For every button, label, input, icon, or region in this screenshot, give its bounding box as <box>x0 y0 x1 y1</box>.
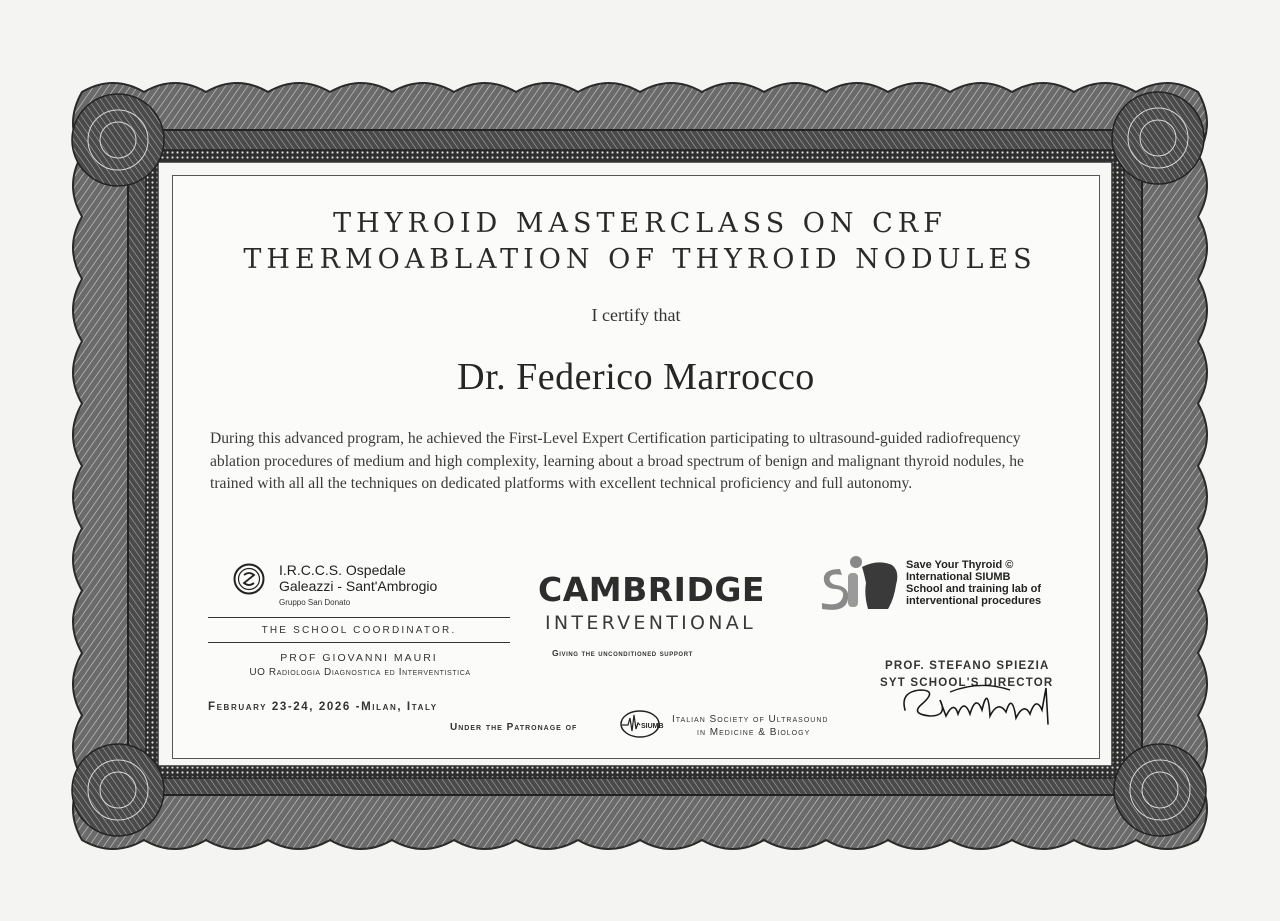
syt-logo-icon <box>818 555 900 611</box>
divider <box>208 642 510 643</box>
siumb-logo-text: SIUMB <box>641 723 664 730</box>
certificate-body-text: During this advanced program, he achieved the First-Level Expert Certification participating to ultrasound-guided radiofrequency ablation procedures of medium and high complexity, learning about a broad spectrum of benign and malignant thyroid nodules, he trained with all all the techniques on dedicated platforms with excellent technical proficiency and full autonomy. <box>210 430 1024 492</box>
institution-name <box>279 562 437 594</box>
syt-description <box>906 559 1041 607</box>
gsd-logo-icon <box>233 563 265 595</box>
event-date-location: February 23-24, 2026 -Milan, Italy <box>208 701 438 713</box>
society-name-line2: in Medicine & Biology <box>697 727 811 738</box>
recipient-name: Dr. Federico Marrocco <box>457 356 815 398</box>
coordinator-name: PROF GIOVANNI MAURI <box>280 652 438 664</box>
coordinator-role: THE SCHOOL COORDINATOR. <box>261 625 457 636</box>
handwritten-signature-icon <box>860 670 1070 730</box>
syt-line1: Save Your Thyroid © <box>906 559 1014 571</box>
siumb-logo-icon <box>619 709 664 739</box>
certificate-title-line2: THERMOABLATION OF THYROID NODULES <box>243 244 1037 275</box>
director-name: PROF. STEFANO SPIEZIA <box>885 660 1050 672</box>
divider <box>208 617 510 618</box>
institution-group: Gruppo San Donato <box>279 598 351 607</box>
sponsor-tagline: Giving the unconditioned support <box>552 648 693 658</box>
coordinator-department: UO Radiologia Diagnostica ed Interventistica <box>249 667 471 678</box>
society-name-line1: Italian Society of Ultrasound <box>672 714 829 725</box>
certify-statement: I certify that <box>591 305 681 325</box>
certificate-title-line1: THYROID MASTERCLASS ON CRF <box>333 208 947 239</box>
syt-line3: School and training lab of <box>906 583 1042 595</box>
patronage-label: Under the Patronage of <box>450 722 578 733</box>
institution-name-line1: I.R.C.C.S. Ospedale <box>279 562 406 578</box>
syt-line4: interventional procedures <box>906 595 1042 607</box>
syt-line2: International SIUMB <box>906 571 1011 583</box>
sponsor-subname: INTERVENTIONAL <box>545 612 756 634</box>
sponsor-name: CAMBRIDGE <box>538 570 765 609</box>
institution-name-line2: Galeazzi - Sant'Ambrogio <box>279 578 438 594</box>
director-role: SYT SCHOOL'S DIRECTOR <box>880 677 1054 689</box>
